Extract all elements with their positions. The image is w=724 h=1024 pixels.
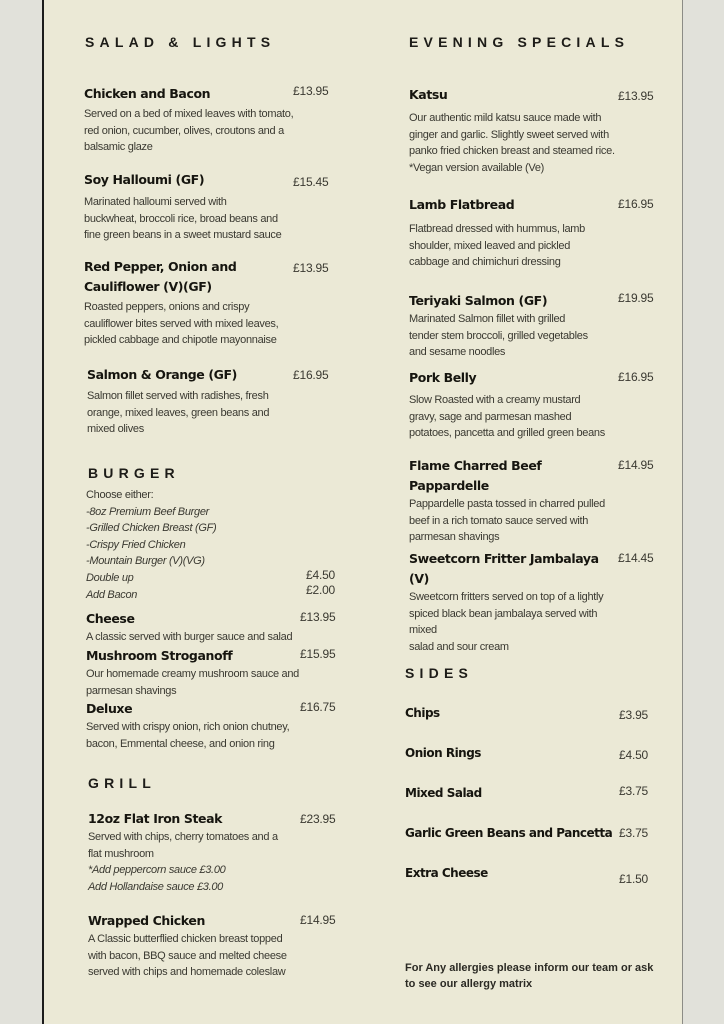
menu-item [84,170,384,244]
item-price: £19.95 [618,291,654,305]
item-title: Lamb Flatbread [409,197,515,212]
description-line: buckwheat, broccoli rice, broad beans and [84,212,278,225]
item-description [86,666,301,699]
description-line: Slow Roasted with a creamy mustard [409,394,581,406]
burger-extra-price: £2.00 [306,583,336,597]
description-note: *Add peppercorn sauce £3.00 [88,864,226,877]
side-item-price: £4.50 [619,748,649,762]
item-price: £14.95 [618,458,654,472]
menu-item [409,368,709,442]
description-line: Served with crispy onion, rich onion chutney, [86,721,290,733]
description-line: Pappardelle pasta tossed in charred pulled [409,498,605,510]
item-price: £13.95 [618,89,654,103]
menu-item [88,809,388,895]
side-item-title: Mixed Salad [405,786,482,800]
item-price: £16.75 [300,700,336,714]
item-price: £13.95 [300,610,336,624]
description-line: gravy, sage and parmesan mashed [409,410,572,423]
section-heading-sides: SIDES [405,665,474,681]
item-price: £14.95 [300,913,336,927]
menu-item [409,195,709,271]
item-title: Deluxe [86,701,133,716]
description-line: beef in a rich tomato sauce served with [409,514,589,527]
item-description [409,221,624,271]
menu-item [86,699,386,752]
side-item-title: Onion Rings [405,746,481,760]
item-title: Flame Charred Beef Pappardelle [409,458,542,493]
menu-item [87,365,387,438]
description-line: potatoes, pancetta and grilled green beans [409,427,605,440]
item-description [409,311,624,361]
item-title: Soy Halloumi (GF) [84,172,205,187]
item-description [86,719,301,752]
item-description [88,931,303,981]
side-item-title: Chips [405,706,440,720]
description-line: ginger and garlic. Slightly sweet served with [409,128,609,141]
burger-option: -Mountain Burger (V)(VG) [86,555,205,568]
description-line: Sweetcorn fritters served on top of a lightly [409,591,604,603]
description-line: Marinated Salmon fillet with grilled [409,313,566,325]
section-heading-burger: BURGER [88,465,180,481]
item-price: £16.95 [293,368,329,382]
menu-item [409,85,709,176]
description-line: Served on a bed of mixed leaves with tomato, [84,108,294,120]
description-line: pickled cabbage and chipotle mayonnaise [84,334,277,347]
side-item-price: £3.75 [619,826,649,840]
description-line: panko fried chicken breast and steamed rice. [409,145,615,158]
section-heading-salad: SALAD & LIGHTS [85,34,276,50]
item-price: £14.45 [618,551,654,565]
item-description [84,194,299,244]
description-line: spiced black bean jambalaya served with mixed [409,607,598,637]
description-line: red onion, cucumber, olives, croutons and a [84,124,284,137]
description-line: orange, mixed leaves, green beans and [87,406,270,419]
description-line: bacon, Emmental cheese, and onion ring [86,737,275,750]
section-heading-grill: GRILL [88,775,156,791]
side-item-title: Extra Cheese [405,866,488,880]
side-item-title: Garlic Green Beans and Pancetta [405,826,613,840]
description-line: served with chips and homemade coleslaw [88,966,286,979]
item-description [409,589,624,655]
item-price: £23.95 [300,812,336,826]
item-title: Mushroom Stroganoff [86,648,233,663]
burger-intro: Choose either: [86,489,154,501]
item-description [84,299,299,349]
description-line: Salmon fillet served with radishes, fresh [87,390,269,402]
description-line: shoulder, mixed leaved and pickled [409,239,571,252]
item-title: Pork Belly [409,370,477,385]
burger-extra-label: Add Bacon [86,588,138,601]
burger-option: -8oz Premium Beef Burger [86,505,210,518]
description-line: with bacon, BBQ sauce and melted cheese [88,949,287,962]
menu-item [409,291,709,361]
description-line: A classic served with burger sauce and salad [86,631,293,643]
description-line: mixed olives [87,423,144,436]
description-line: balsamic glaze [84,141,153,154]
description-note: Add Hollandaise sauce £3.00 [88,880,224,893]
menu-item [84,257,384,349]
item-title: 12oz Flat Iron Steak [88,811,223,826]
item-title: Chicken and Bacon [84,86,211,101]
burger-extra-label: Double up [86,571,134,584]
item-description [409,392,624,442]
item-title: Cheese [86,611,135,626]
description-line: and sesame noodles [409,346,506,359]
burger-extra-price: £4.50 [306,568,336,582]
description-line: salad and sour cream [409,640,509,653]
description-line: tender stem broccoli, grilled vegetables [409,329,588,342]
item-title: Katsu [409,87,448,102]
description-line: Marinated halloumi served with [84,196,227,208]
description-line: parmesan shavings [409,531,500,544]
description-line: flat mushroom [88,847,154,860]
side-item-price: £3.95 [619,708,649,722]
item-description [409,496,624,546]
item-price: £16.95 [618,370,654,384]
item-title: Teriyaki Salmon (GF) [409,293,548,308]
description-line: Flatbread dressed with hummus, lamb [409,223,585,235]
item-description [86,629,301,646]
item-price: £15.95 [300,647,336,661]
burger-options [86,487,301,603]
menu-item [86,646,386,699]
item-title: Red Pepper, Onion and Cauliflower (V)(GF) [84,259,237,294]
item-price: £15.45 [293,175,329,189]
menu-item [88,911,388,981]
menu-item [409,456,709,546]
menu-item [86,609,386,646]
description-line: *Vegan version available (Ve) [409,161,545,174]
burger-option: -Crispy Fried Chicken [86,538,186,551]
item-description [84,106,299,156]
item-description [87,388,302,438]
allergy-notice: For Any allergies please inform our team or ask to see our allergy matrix [405,962,654,990]
item-price: £13.95 [293,84,329,98]
item-description [409,110,624,176]
item-title: Sweetcorn Fritter Jambalaya (V) [409,551,599,586]
side-item-price: £3.75 [619,784,649,798]
description-line: Our homemade creamy mushroom sauce and [86,668,299,680]
menu-item [84,84,384,156]
description-line: parmesan shavings [86,684,177,697]
description-line: Served with chips, cherry tomatoes and a [88,831,278,843]
description-line: cabbage and chimichuri dressing [409,256,561,269]
description-line: A Classic butterflied chicken breast topped [88,933,283,945]
description-line: cauliflower bites served with mixed leaves, [84,317,279,330]
description-line: Roasted peppers, onions and crispy [84,301,250,313]
item-price: £13.95 [293,261,329,275]
description-line: fine green beans in a sweet mustard sauce [84,229,282,242]
item-description [88,829,303,895]
menu-item [409,549,709,655]
item-title: Wrapped Chicken [88,913,205,928]
description-line: Our authentic mild katsu sauce made with [409,112,602,124]
side-item-price: £1.50 [619,872,649,886]
item-title: Salmon & Orange (GF) [87,367,237,382]
item-price: £16.95 [618,197,654,211]
section-heading-evening: EVENING SPECIALS [409,34,630,50]
burger-option: -Grilled Chicken Breast (GF) [86,522,217,535]
